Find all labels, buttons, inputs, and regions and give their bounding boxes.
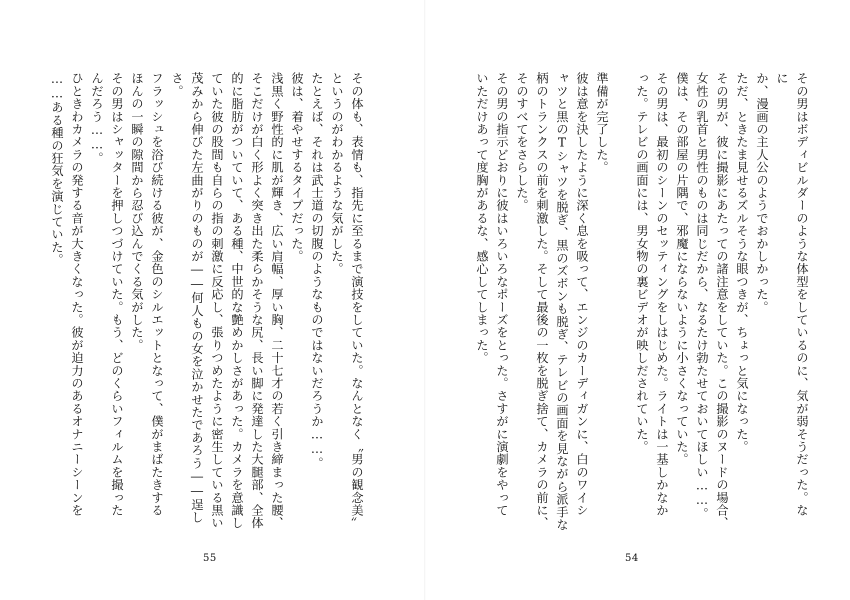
page-number-right: 54 [625,553,639,564]
text-line: その男はボディビルダーのような体型をしているのに、気が弱そうだった。な [795,72,809,517]
text-line: 彼は意を決したように深く息を吸って、エンジのカーディガンに、白のワイシ [575,72,589,517]
text-line: 浅黒く野性的に肌が輝き、広い肩幅、厚い胸、二十七才の若く引き締まった腰、 [270,72,284,530]
text-line: さ。 [170,72,184,98]
paragraph-break [612,72,632,542]
text-line: ……ある種の狂気を演じていた。 [50,72,64,267]
text-line: 茂みから伸びた左曲がりのものが――何人もの女を泣かせたであろう――逞し [190,72,204,524]
text-line: たとえば、それは武士道の切腹のようなものではないだろうか……。 [310,72,324,470]
text-line: そのすべてをさらした。 [515,72,529,212]
text-line: か、漫画の主人公のようでおかしかった。 [755,72,769,314]
text-line: その男は、最初のシーンのセッティングをしはじめた。ライトは一基しかなか [655,72,669,517]
text-line: んだろう……。 [90,72,104,165]
right-page [425,0,850,600]
text-line: ただ、ときたま見せるズルそうな眼つきが、ちょっと気になった。 [735,72,749,453]
text-line: いただけあって度胸があるな、感心してしまった。 [475,72,489,365]
page-number-left: 55 [203,553,217,564]
text-line: 的に脂肪がついていて、ある種、中世的な艶めかしさがあった。カメラを意識し [230,72,244,530]
text-line: というのがわかるような気がした。 [330,72,344,276]
left-page-text [47,72,367,542]
text-line: 彼は、着やせするタイプだった。 [290,72,304,263]
text-line: に [775,72,789,85]
text-line: った。テレビの画面には、男女物の裏ビデオが映しだされていた。 [635,72,649,453]
text-line: 僕は、その部屋の片隅で、邪魔にならないように小さくなっていた。 [675,72,689,466]
text-line: ひときわカメラの発する音が大きくなった。彼が迫力のあるオナニーシーンを [70,72,84,517]
text-line: そこだけが白く形よく突き出た柔らかそうな尻、長い脚に発達した大腿部、全体 [250,72,264,530]
text-line: フラッシュを浴び続ける彼が、金色のシルエットとなって、僕がまばたきする [150,72,164,517]
text-line: その男の指示どおりに彼はいろいろなポーズをとった。さすがに演劇をやって [495,72,509,517]
text-line: 女性の乳首と男性のものは同じだから、なるたけ勃たせておいてほしい……。 [695,72,709,521]
text-line: 柄のトランクスの前を刺激した。そして最後の一枚を脱ぎ捨て、カメラの前に、 [535,72,549,530]
text-line: ていた彼の股間も自らの指の刺激に反応し、張りつめたように密生している黒い [210,72,224,530]
text-line: その男が、彼に撮影にあたっての諸注意をしていた。この撮影のヌードの場合、 [715,72,729,530]
right-page-text [472,72,812,542]
text-line: ャツと黒のTシャツを脱ぎ、黒のズボンも脱ぎ、テレビの画面を見ながら派手な [555,72,569,531]
text-line: その男はシャッターを押しつづけていた。もう、どのくらいフィルムを撮った [110,72,124,517]
text-line: 準備が完了した。 [595,72,609,174]
text-line: ほんの一瞬の隙間から忍び込んでくる気がした。 [130,72,144,352]
text-line: その体も、表情も、指先に至るまで演技をしていた。なんとなく〝男の観念美〟 [350,72,364,530]
